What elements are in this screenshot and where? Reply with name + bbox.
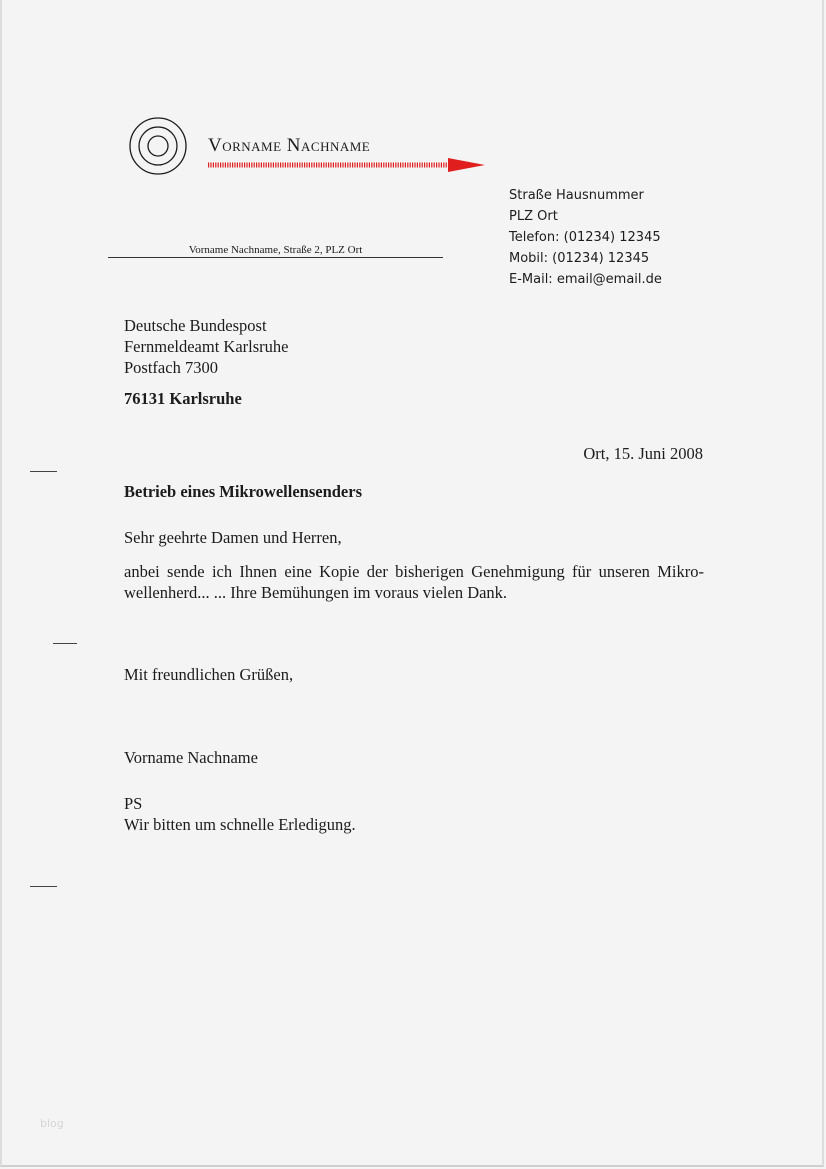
closing: Mit freundlichen Grüßen, [124,665,294,684]
red-arrow-icon [208,156,488,174]
recipient-address [124,315,288,378]
contact-city: PLZ Ort [509,209,558,224]
recipient-line-1: Deutsche Bundespost [124,316,267,335]
letter-date: Ort, 15. Juni 2008 [583,444,703,463]
letter-body: anbei sende ich Ihnen eine Kopie der bisherigen Genehmigung für unseren Mikrowellenherd... ... Ihre Bemühungen im voraus vielen Dank. [124,562,704,602]
watermark: blog [40,1117,64,1130]
contact-mobile: Mobil: (01234) 12345 [509,251,650,266]
fold-mark-bottom [30,886,57,887]
recipient-zip-city: 76131 Karlsruhe [124,389,242,408]
punch-mark [53,643,77,644]
contact-phone: Telefon: (01234) 12345 [509,230,661,245]
letter-subject: Betrieb eines Mikrowellensenders [124,482,362,501]
recipient-line-3: Postfach 7300 [124,358,218,377]
concentric-circles-icon [128,116,188,176]
fold-mark-top [30,471,57,472]
salutation: Sehr geehrte Damen und Herren, [124,528,342,547]
contact-email: E-Mail: email@email.de [509,272,662,287]
recipient-line-2: Fernmeldeamt Karlsruhe [124,337,289,356]
ps-label: PS [124,794,143,813]
contact-block [509,185,662,290]
postscript [124,793,356,835]
signature: Vorname Nachname [124,748,258,767]
contact-street: Straße Hausnummer [509,188,644,203]
sender-name: Vorname Nachname [208,135,371,156]
return-address: Vorname Nachname, Straße 2, PLZ Ort [188,244,363,256]
ps-text: Wir bitten um schnelle Erledigung. [124,815,356,834]
return-address-rule [108,257,443,258]
